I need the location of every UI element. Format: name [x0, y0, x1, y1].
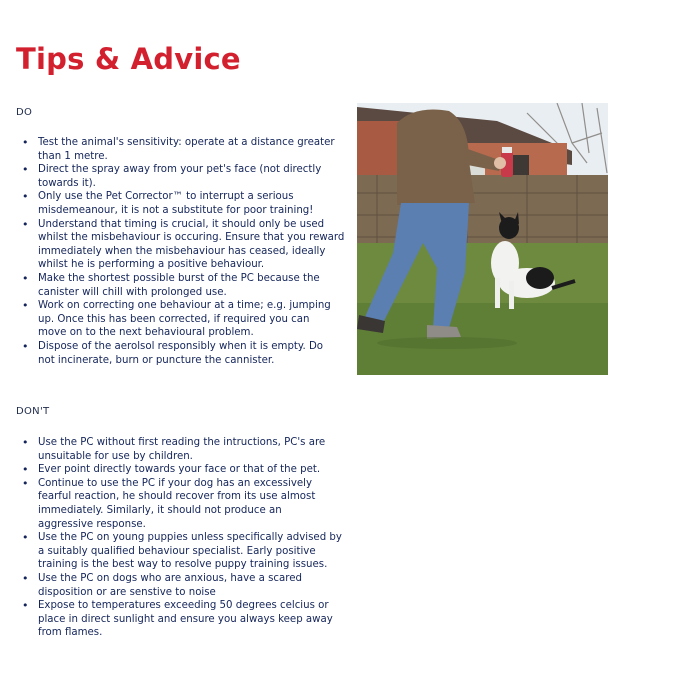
dont-item-line: • Use the PC on dogs who are anxious, have a scared — [38, 572, 302, 584]
dont-item-line: immediately. Similarly, it should not produce an — [38, 504, 282, 516]
do-item-line: canister will chill with prolonged use. — [38, 286, 227, 298]
dont-item-line: • Ever point directly towards your face or that of the pet. — [38, 464, 321, 476]
do-item-line: towards it). — [38, 177, 96, 189]
do-item — [22, 340, 344, 367]
do-item-line: whilst he is performing a positive behaviour. — [38, 259, 265, 271]
do-item — [22, 136, 344, 163]
do-item — [22, 190, 344, 217]
do-list — [22, 136, 344, 367]
do-item-line: • Dispose of the aerolsol responsibly when it is empty. Do — [38, 340, 324, 352]
do-item — [22, 163, 344, 190]
dont-item-line: training is the best way to resolve puppy training issues. — [38, 559, 328, 571]
dont-item-line: fearful reaction, he should recover from its use almost — [38, 491, 316, 503]
dont-item-line: place in direct sunlight and ensure you always keep away — [38, 613, 333, 625]
dont-item — [22, 572, 342, 599]
do-item-line: immediately when the misbehaviour has ceased, ideally — [38, 245, 326, 257]
photo-illustration — [357, 103, 608, 375]
do-item — [22, 218, 344, 272]
dont-item-line: unsuitable for use by children. — [38, 450, 193, 462]
do-item-line: misdemeanour, it is not a substitute for poor training! — [38, 204, 314, 216]
do-heading: DO — [16, 107, 33, 118]
do-item-line: • Only use the Pet Corrector™ to interrupt a serious — [38, 191, 294, 203]
dont-item — [22, 531, 342, 572]
do-item-line: move on to the next behavioural problem. — [38, 327, 254, 339]
dont-item-line: • Expose to temperatures exceeding 50 degrees celcius or — [38, 600, 329, 612]
do-item-line: • Understand that timing is crucial, it should only be used — [38, 218, 325, 230]
do-item-line: • Test the animal's sensitivity: operate at a distance greater — [38, 137, 335, 148]
dont-item — [22, 463, 342, 477]
do-item-line: • Work on correcting one behaviour at a time; e.g. jumping — [38, 300, 331, 312]
dont-item-line: from flames. — [38, 627, 103, 639]
dont-item-line: aggressive response. — [38, 518, 146, 530]
do-item-line: • Make the shortest possible burst of the PC because the — [38, 272, 320, 284]
dont-item-line: a suitably qualified behaviour specialist. Early positive — [38, 545, 316, 557]
do-item — [22, 272, 344, 299]
dont-item-line: disposition or are senstive to noise — [38, 586, 216, 598]
dont-list — [22, 436, 342, 640]
dont-item-line: • Use the PC on young puppies unless specifically advised by — [38, 532, 342, 544]
do-item — [22, 299, 344, 340]
dont-item — [22, 436, 342, 463]
page-title: Tips & Advice — [16, 42, 241, 76]
dont-item — [22, 599, 342, 640]
do-item-line: up. Once this has been corrected, if required you can — [38, 313, 310, 325]
do-item-line: than 1 metre. — [38, 150, 108, 162]
do-item-line: not incinerate, burn or puncture the cannister. — [38, 354, 275, 366]
dont-item-line: • Use the PC without first reading the intructions, PC's are — [38, 437, 326, 448]
do-item-line: • Direct the spray away from your pet's face (not directly — [38, 164, 322, 176]
dont-item — [22, 477, 342, 531]
do-item-line: whilst the misbehaviour is occuring. Ensure that you reward — [38, 232, 345, 244]
dog-training-photo — [357, 103, 608, 375]
dont-heading: DON'T — [16, 406, 50, 417]
dont-item-line: • Continue to use the PC if your dog has an excessively — [38, 477, 313, 489]
